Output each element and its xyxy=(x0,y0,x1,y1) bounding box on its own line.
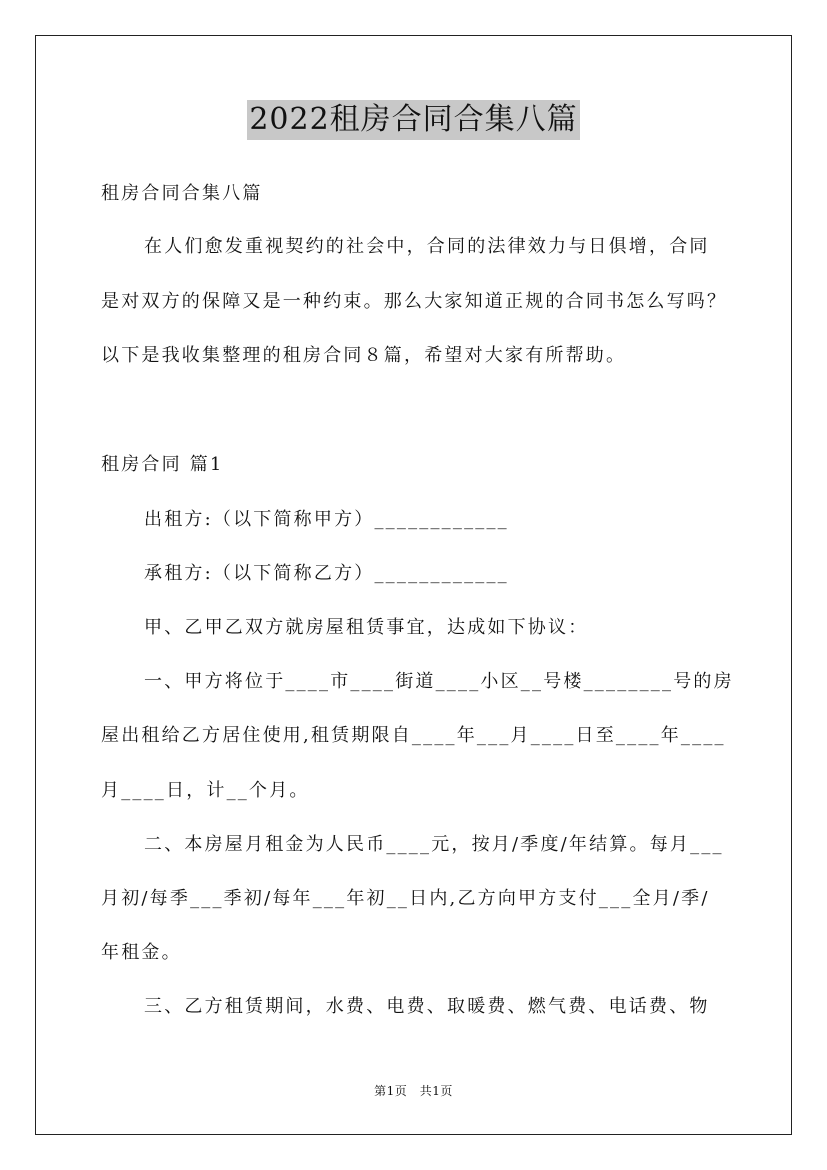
intro-line-2: 是对双方的保障又是一种约束。那么大家知道正规的合同书怎么写吗？ xyxy=(101,291,728,312)
lessor-line: 出租方:（以下简称甲方）____________ xyxy=(144,509,509,530)
agreement-line: 甲、乙甲乙双方就房屋租赁事宜，达成如下协议： xyxy=(144,617,589,638)
section-heading: 租房合同 篇1 xyxy=(101,454,224,475)
title-container xyxy=(0,100,827,140)
intro-line-3: 以下是我收集整理的租房合同８篇，希望对大家有所帮助。 xyxy=(101,345,627,366)
subtitle: 租房合同合集八篇 xyxy=(101,183,263,204)
clause1-line-3: 月____日，计__个月。 xyxy=(101,780,310,801)
lessee-line: 承租方:（以下简称乙方）____________ xyxy=(144,563,509,584)
clause3-line-1: 三、乙方租赁期间，水费、电费、取暖费、燃气费、电话费、物 xyxy=(144,996,710,1017)
clause2-line-3: 年租金。 xyxy=(101,942,182,963)
clause1-line-1: 一、甲方将位于____市____街道____小区__号楼________号的房 xyxy=(144,671,734,692)
page-footer: 第1页 共1页 xyxy=(374,1084,453,1098)
intro-line-1: 在人们愈发重视契约的社会中，合同的法律效力与日俱增，合同 xyxy=(144,236,710,257)
clause1-line-2: 屋出租给乙方居住使用,租赁期限自____年___月____日至____年____ xyxy=(101,725,726,746)
clause2-line-2: 月初/每季___季初/每年___年初__日内,乙方向甲方支付___全月/季/ xyxy=(101,888,710,909)
document-title: 2022租房合同合集八篇 xyxy=(247,100,579,140)
clause2-line-1: 二、本房屋月租金为人民币____元，按月/季度/年结算。每月___ xyxy=(144,834,724,855)
